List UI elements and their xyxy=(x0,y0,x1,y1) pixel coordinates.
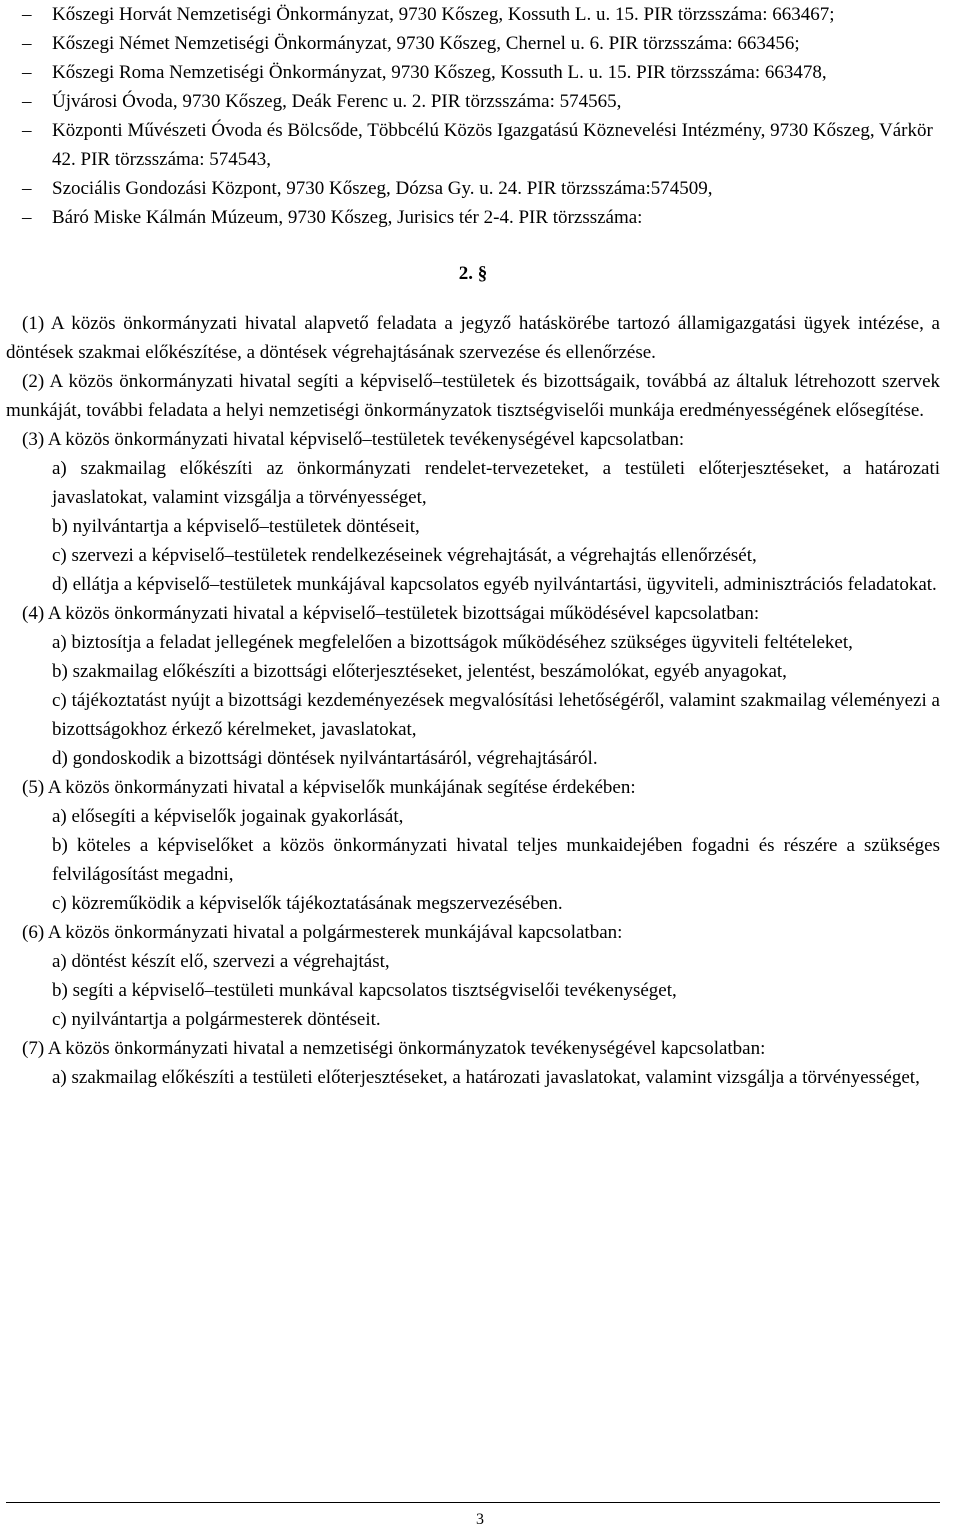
list-item-text: Báró Miske Kálmán Múzeum, 9730 Kőszeg, Jurisics tér 2-4. PIR törzsszáma: xyxy=(52,207,643,228)
subitem-4a: a) biztosítja a feladat jellegének megfelelően a bizottságok működéséhez szükséges ügyviteli feltételeket, xyxy=(52,632,853,653)
list-item xyxy=(6,87,940,116)
subitem-7a: a) szakmailag előkészíti a testületi előterjesztéseket, a határozati javaslatokat, valamint vizsgálja a törvényességet, xyxy=(52,1067,920,1088)
list-item-text: Kőszegi Német Nemzetiségi Önkormányzat, 9730 Kőszeg, Chernel u. 6. PIR törzsszáma: 663456; xyxy=(52,33,800,54)
list-item xyxy=(6,174,940,203)
paragraph-4: (4) A közös önkormányzati hivatal a képviselő–testületek bizottságai működésével kapcsolatban: xyxy=(22,603,760,624)
subitem-6a: a) döntést készít elő, szervezi a végrehajtást, xyxy=(52,951,390,972)
document-page xyxy=(6,0,940,1092)
subitem-6c: c) nyilvántartja a polgármesterek döntéseit. xyxy=(52,1009,381,1030)
subitem-5c: c) közreműködik a képviselők tájékoztatásának megszervezésében. xyxy=(52,893,563,914)
list-item-text: Szociális Gondozási Központ, 9730 Kőszeg, Dózsa Gy. u. 24. PIR törzsszáma:574509, xyxy=(52,178,713,199)
list-item xyxy=(6,0,940,29)
paragraph-1: (1) A közös önkormányzati hivatal alapvető feladata a jegyző hatáskörébe tartozó államigazgatási ügyek intézése, a döntések szakmai előkészítése, a döntések végrehajtásának szervezése és ellenőrzése. xyxy=(6,313,940,363)
list-item-text: Kőszegi Roma Nemzetiségi Önkormányzat, 9730 Kőszeg, Kossuth L. u. 15. PIR törzsszáma: 663478, xyxy=(52,62,827,83)
paragraph-7: (7) A közös önkormányzati hivatal a nemzetiségi önkormányzatok tevékenységével kapcsolatban: xyxy=(22,1038,766,1059)
subitem-5a: a) elősegíti a képviselők jogainak gyakorlását, xyxy=(52,806,404,827)
footer-divider xyxy=(6,1502,940,1503)
paragraph-5: (5) A közös önkormányzati hivatal a képviselők munkájának segítése érdekében: xyxy=(22,777,636,798)
list-item xyxy=(6,203,940,232)
dash-bullet: – xyxy=(22,33,32,54)
page-number: 3 xyxy=(476,1511,484,1528)
dash-bullet: – xyxy=(22,178,32,199)
paragraph-2: (2) A közös önkormányzati hivatal segíti a képviselő–testületek és bizottságaik, továbbá az általuk létrehozott szervek munkáját, további feladata a helyi nemzetiségi önkormányzatok tisztségviselői munkája eredményességének elősegítése. xyxy=(6,371,940,421)
subitem-3c: c) szervezi a képviselő–testületek rendelkezéseinek végrehajtását, a végrehajtás ellenőrzését, xyxy=(52,545,757,566)
subitem-3d: d) ellátja a képviselő–testületek munkájával kapcsolatos egyéb nyilvántartási, ügyviteli, adminisztrációs feladatokat. xyxy=(52,574,937,595)
subitem-5b: b) köteles a képviselőket a közös önkormányzati hivatal teljes munkaidejében fogadni és részére a szükséges felvilágosítást megadni, xyxy=(52,835,940,885)
subitem-3b: b) nyilvántartja a képviselő–testületek döntéseit, xyxy=(52,516,420,537)
paragraph-3: (3) A közös önkormányzati hivatal képviselő–testületek tevékenységével kapcsolatban: xyxy=(22,429,685,450)
list-item-text: Kőszegi Horvát Nemzetiségi Önkormányzat, 9730 Kőszeg, Kossuth L. u. 15. PIR törzsszáma: 663467; xyxy=(52,4,835,25)
subitem-6b: b) segíti a képviselő–testületi munkával kapcsolatos tisztségviselői tevékenységet, xyxy=(52,980,677,1001)
subitem-4b: b) szakmailag előkészíti a bizottsági előterjesztéseket, jelentést, beszámolókat, egyéb anyagokat, xyxy=(52,661,787,682)
list-item xyxy=(6,58,940,87)
subitem-3a: a) szakmailag előkészíti az önkormányzati rendelet-tervezeteket, a testületi előterjesztéseket, a határozati javaslatokat, valamint vizsgálja a törvényességet, xyxy=(52,458,940,508)
dash-bullet: – xyxy=(22,4,32,25)
list-item-text: Újvárosi Óvoda, 9730 Kőszeg, Deák Ferenc u. 2. PIR törzsszáma: 574565, xyxy=(52,91,622,112)
list-item xyxy=(6,116,940,174)
institution-list xyxy=(6,0,940,232)
subitem-4d: d) gondoskodik a bizottsági döntések nyilvántartásáról, végrehajtásáról. xyxy=(52,748,598,769)
dash-bullet: – xyxy=(22,91,32,112)
dash-bullet: – xyxy=(22,207,32,228)
dash-bullet: – xyxy=(22,62,32,83)
paragraph-6: (6) A közös önkormányzati hivatal a polgármesterek munkájával kapcsolatban: xyxy=(22,922,623,943)
dash-bullet: – xyxy=(22,120,32,141)
section-title: 2. § xyxy=(458,263,488,284)
list-item-text: Központi Művészeti Óvoda és Bölcsőde, Többcélú Közös Igazgatású Köznevelési Intézmény, 9730 Kőszeg, Várkör 42. PIR törzsszáma: 574543, xyxy=(52,120,933,170)
subitem-4c: c) tájékoztatást nyújt a bizottsági kezdeményezések megvalósítási lehetőségéről, valamint szakmailag véleményezi a bizottságokhoz érkező kérelmeket, javaslatokat, xyxy=(52,690,940,740)
list-item xyxy=(6,29,940,58)
